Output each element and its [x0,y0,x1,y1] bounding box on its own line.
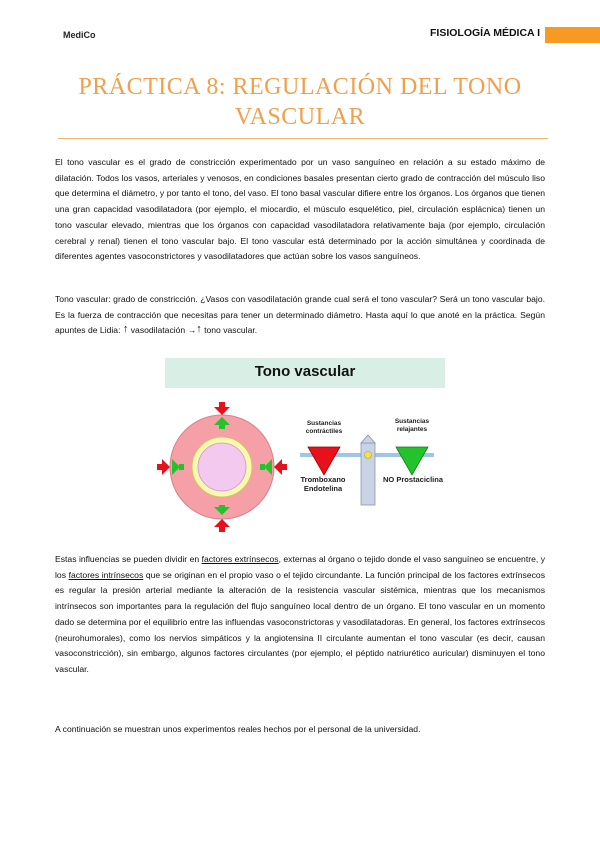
page-title [60,72,540,132]
vascular-tone-figure [150,355,450,535]
paragraph-experiments: A continuación se muestran unos experimentos reales hechos por el personal de la universidad. [55,724,421,734]
paragraph-definition: El tono vascular es el grado de constricción experimentado por un vaso sanguíneo en relación a su estado máximo de dilatación. Todos los vasos, arteriales y venosos, en condiciones basales presentan cierto grado de contracción del músculo liso que determina el diámetro, y por tanto el tono, del vaso. El tono basal vascular difiere entre los órganos. Los órganos que tienen una gran capacidad vasodilatadora (por ejemplo, el miocardio, el músculo esquelético, piel, circulación esplácnica) tienen un tono vascular elevado, mientras que los órganos con capacidad vasodilatadora relativamente baja (por ejemplo, circulación cerebral y renal) tienen el tono vascular bajo. El tono vascular está determinado por la acción simultánea y coordinada de diferentes agentes vasoconstrictores y vasodilatadores que actúan sobre los vasos sanguíneos. [55,157,545,262]
factors-rest: que se originan en el propio vaso o el tejido circundante. La función principal de los factores extrínsecos es regular la presión arterial mediante la alteración de la resistencia vascular sistémica, mientras que los mecanismos intrínsecos son importantes para la regulación del flujo sanguíneo local dentro de un órgano. El tono vascular en un momento dado se determina por el equilibrio entre las influendas vasoconstrictoras y vasodilatadoras. En general, los factores extrínsecos (neurohumorales), como los nervios simpáticos y la angiotensina II circulante aumentan el tono vascular (es decir, causan vasoconstricción), sin embargo, algunos factores circulantes (por ejemplo, el péptido natriurético auricular) disminuyen el tono vascular. [55,569,546,674]
relaxant-triangle-icon [396,447,428,475]
page-title-line2: VASCULAR [234,104,366,130]
link-intrinsic-factors: factores intrínsecos [68,569,144,580]
factors-intro: Estas influencias se pueden dividir en [55,554,202,564]
vessel-diagram [150,355,450,535]
header-course-title: FISIOLOGÍA MÉDICA I [430,27,541,39]
pivot-icon [365,452,372,459]
label-relaxing: Sustancias relajantes [394,418,430,433]
arrow-left-icon [274,459,282,475]
constrictor-triangle-icon [308,447,340,475]
arrow-right-icon [162,459,170,475]
arrow-down-icon [214,407,230,415]
page-title-line1: PRÁCTICA 8: REGULACIÓN DEL TONO [78,74,522,100]
notes-text: Tono vascular: grado de constricción. ¿Vasos con vasodilatación grande cual será el tono vascular? Será un tono vascular bajo. Es la fuerza de contracción que necesitas para tener un determinado diámetro. Hasta aquí lo que anoté en la práctica. Según apuntes de Lidia: [55,294,545,336]
arrow-up-icon [214,519,230,527]
paragraph-notes [55,292,545,339]
label-relaxing-items: NO Prostaciclina [382,475,444,484]
title-divider [58,138,548,139]
header-accent-bar [545,27,600,43]
link-extrinsic-factors: factores extrínsecos [201,554,279,564]
header-brand: MediCo [63,30,96,40]
label-contractile-items: Tromboxano Endotelina [300,475,346,493]
notes-end: tono vascular. [201,325,258,336]
notes-mid: vasodilatación → [128,325,197,336]
figure-title: Tono vascular [254,363,356,380]
factors-mid: , externas al órgano o tejido donde el vaso sanguíneo se encuentre, y los [55,554,545,580]
label-contractile: Sustancias contráctiles [305,420,343,435]
vessel-lumen [198,443,246,491]
arrow-up-icon: ↑ [196,323,202,336]
arrow-up-icon: ↑ [122,323,129,336]
paragraph-factors [55,552,545,678]
